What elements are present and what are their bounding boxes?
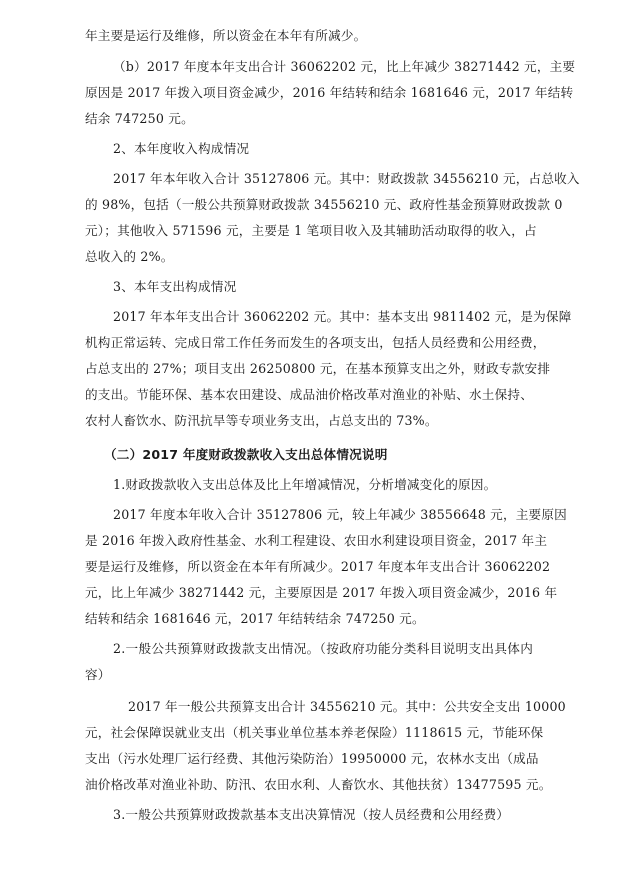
paragraph-line: 农村人畜饮水、防汛抗旱等专项业务支出，占总支出的 73%。 xyxy=(85,413,438,428)
paragraph-line: 结转和结余 1681646 元，2017 年结转结余 747250 元。 xyxy=(85,611,425,626)
paragraph-line: （b）2017 年度本年支出合计 36062202 元，比上年减少 38271442 元，主要 xyxy=(113,59,576,74)
paragraph-line: 的 98%，包括（一般公共预算财政拨款 34556210 元、政府性基金预算财政拨款 0 xyxy=(85,197,563,212)
paragraph-line: 2017 年本年收入合计 35127806 元。其中：财政拨款 34556210 元，占总收入 xyxy=(113,171,580,186)
paragraph-line: 年主要是运行及维修，所以资金在本年有所减少。 xyxy=(85,28,367,43)
section-subheading: 3、本年支出构成情况 xyxy=(113,279,237,294)
paragraph-line: 油价格改革对渔业补助、防汛、农田水利、人畜饮水、其他扶贫）13477595 元。 xyxy=(85,777,552,792)
paragraph-line: 3.一般公共预算财政拨款基本支出决算情况（按人员经费和公用经费） xyxy=(113,807,510,822)
section-subheading: 2、本年度收入构成情况 xyxy=(113,141,250,156)
paragraph-line: 总收入的 2%。 xyxy=(85,249,174,264)
paragraph-line: 容） xyxy=(85,667,111,682)
paragraph-line: 结余 747250 元。 xyxy=(85,111,194,126)
paragraph-line: 2017 年度本年收入合计 35127806 元，较上年减少 38556648 元，主要原因 xyxy=(113,507,567,522)
paragraph-line: 2017 年本年支出合计 36062202 元。其中：基本支出 9811402 元，是为保障 xyxy=(113,309,572,324)
paragraph-line: 是 2016 年拨入政府性基金、水利工程建设、农田水利建设项目资金，2017 年主 xyxy=(85,533,548,548)
paragraph-line: 要是运行及维修，所以资金在本年有所减少。2017 年度本年支出合计 36062202 xyxy=(85,559,551,574)
paragraph-line: 2017 年一般公共预算支出合计 34556210 元。其中：公共安全支出 10000 xyxy=(128,699,566,714)
paragraph-line: 2.一般公共预算财政拨款支出情况。（按政府功能分类科目说明支出具体内 xyxy=(113,641,533,656)
paragraph-line: 占总支出的 27%；项目支出 26250800 元，在基本预算支出之外，财政专款安排 xyxy=(85,361,551,376)
paragraph-line: 1.财政拨款收入支出总体及比上年增减情况，分析增减变化的原因。 xyxy=(113,477,497,492)
paragraph-line: 机构正常运转、完成日常工作任务而发生的各项支出，包括人员经费和公用经费， xyxy=(85,335,546,350)
paragraph-line: 支出（污水处理厂运行经费、其他污染防治）19950000 元，农林水支出（成品 xyxy=(85,751,539,766)
paragraph-line: 元）；其他收入 571596 元，主要是 1 笔项目收入及其辅助活动取得的收入，占 xyxy=(85,223,537,238)
section-heading: （二）2017 年度财政拨款收入支出总体情况说明 xyxy=(104,447,388,462)
paragraph-line: 元，社会保障误就业支出（机关事业单位基本养老保险）1118615 元，节能环保 xyxy=(85,725,544,740)
paragraph-line: 元，比上年减少 38271442 元，主要原因是 2017 年拨入项目资金减少，2016 年 xyxy=(85,585,558,600)
paragraph-line: 的支出。节能环保、基本农田建设、成品油价格改革对渔业的补贴、水土保持、 xyxy=(85,387,533,402)
paragraph-line: 原因是 2017 年拨入项目资金减少，2016 年结转和结余 1681646 元，2017 年结转 xyxy=(85,85,574,100)
